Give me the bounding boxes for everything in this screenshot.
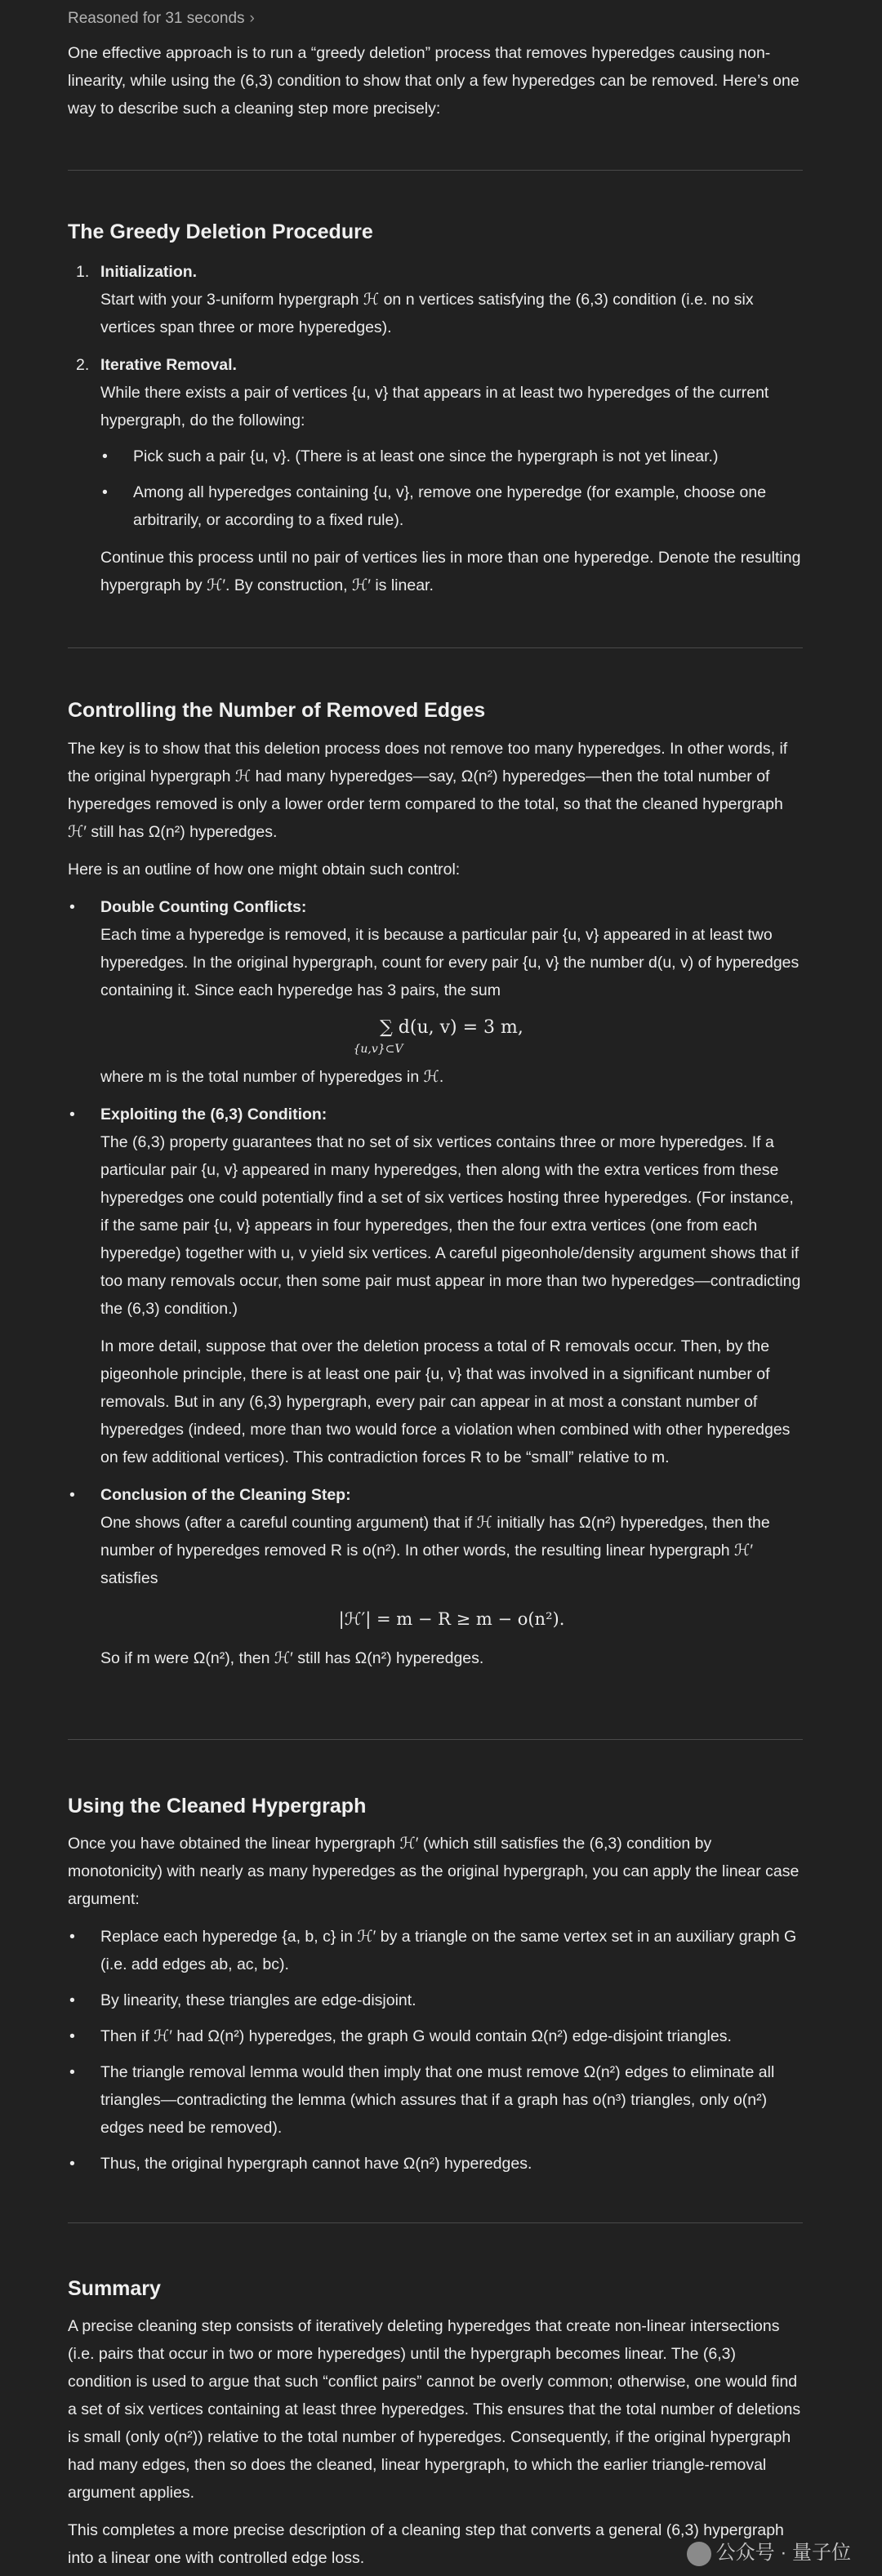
list-item: [68, 2150, 803, 2178]
using-bullet: Thus, the original hypergraph cannot have Ω(n²) hyperedges.: [100, 2155, 532, 2173]
step1-text: Start with your 3-uniform hypergraph ℋ on n vertices satisfying the (6,3) condition (i.e. no six vertices span three or more hyperedges).: [100, 291, 754, 336]
exploiting-text: The (6,3) property guarantees that no set of six vertices contains three or more hyperedges. If a particular pair {u, v} appeared in many hyperedges, then along with the extra vertices from these hyperedges one could potentially find a set of six vertices hosting three hyperedges. (For instance, if the same pair {u, v} appears in four hyperedges, then the four extra vertices (one from each hyperedge) together with u, v yield six vertices. A careful pigeonhole/density argument shows that if too many removals occur, then some pair must appear in more than two hyperedges—contradicting the (6,3) condition.): [100, 1133, 801, 1318]
controlling-p2: Here is an outline of how one might obtain such control:: [68, 861, 461, 879]
bullet: [69, 2150, 75, 2178]
summary-p2: This completes a more precise description of a cleaning step that converts a general (6,3) hypergraph into a linear one with controlled edge loss.: [68, 2521, 784, 2567]
using-section: [68, 1830, 803, 2186]
bullet: [102, 443, 108, 470]
divider: [68, 1739, 803, 1740]
list-item: [68, 1923, 803, 1978]
using-bullet: Then if ℋ′ had Ω(n²) hyperedges, the graph G would contain Ω(n²) edge-disjoint triangles.: [100, 2027, 732, 2045]
step-number: 2.: [76, 356, 90, 374]
watermark-text: 公众号 · 量子位: [715, 2542, 851, 2564]
summary-section: [68, 2312, 803, 2572]
watermark: [687, 2539, 851, 2567]
step2-bullet-2: Among all hyperedges containing {u, v}, remove one hyperedge (for example, choose one arbitrarily, or according to a fixed rule).: [133, 483, 767, 529]
divider: [68, 2222, 803, 2223]
bullet: [69, 2058, 75, 2086]
greedy-steps: [68, 258, 803, 599]
divider: [68, 647, 803, 648]
size-equation: |ℋ′| = m − R ≥ m − o(n²).: [338, 1609, 565, 1629]
step2-text: While there exists a pair of vertices {u, v} that appears in at least two hyperedges of the current hypergraph, do the following:: [100, 384, 769, 429]
summary-p1: A precise cleaning step consists of iteratively deleting hyperedges that create non-linear intersections (i.e. pairs that occur in two or more hyperedges) until the hypergraph becomes linear. The (6,3) condition is used to argue that such “conflict pairs” cannot be overly common; otherwise, one would find a set of six vertices containing at least three hyperedges. This ensures that the total number of deletions is small (only o(n²)) relative to the total number of hyperedges. Consequently, if the original hypergraph had many edges, then so does the cleaned, linear hypergraph, to which the earlier triangle-removal argument applies.: [68, 2317, 801, 2502]
step2-title: Iterative Removal.: [100, 356, 237, 374]
exploiting-title: Exploiting the (6,3) Condition:: [100, 1106, 327, 1123]
step1-title: Initialization.: [100, 263, 198, 281]
reasoning-toggle[interactable]: [68, 5, 255, 33]
using-p1: Once you have obtained the linear hypergraph ℋ′ (which still satisfies the (6,3) condition by monotonicity) with nearly as many hyperedges as the original hypergraph, you can apply the linear case argument:: [68, 1835, 800, 1908]
intro-paragraph: One effective approach is to run a “greedy deletion” process that removes hyperedges causing non-linearity, while using the (6,3) condition to show that only a few hyperedges can be removed. Here’s one way to describe such a cleaning step more precisely:: [68, 44, 800, 118]
using-bullet: The triangle removal lemma would then imply that one must remove Ω(n²) edges to eliminate all triangles—contradicting the lemma (which assures that if a graph has o(n³) triangles, only o(n²) edges need be removed).: [100, 2063, 775, 2137]
section-title-greedy: The Greedy Deletion Procedure: [68, 220, 373, 243]
bullet: [69, 1987, 75, 2014]
sum-equation-main: ∑ d(u, v) = 3 m,: [380, 1017, 523, 1038]
reasoning-label: Reasoned for 31 seconds: [68, 10, 245, 27]
bullet: [69, 1101, 75, 1128]
bullet: [102, 478, 108, 506]
exploiting-more: In more detail, suppose that over the deletion process a total of R removals occur. Then, by the pigeonhole principle, there is at least one pair {u, v} that was involved in a significant number of removals. But in any (6,3) hypergraph, every pair can appear in at most a constant number of hyperedges (indeed, more than two would force a violation when combined with other hyperedges on few additional vertices). This contradiction forces R to be “small” relative to m.: [100, 1337, 791, 1466]
conclusion-text: One shows (after a careful counting argument) that if ℋ initially has Ω(n²) hyperedges, then the number of hyperedges removed R is o(n²). In other words, the resulting linear hypergraph ℋ′ satisfies: [100, 1514, 770, 1587]
sum-equation-subscript: {u,v}⊂V: [353, 1043, 403, 1056]
controlling-p1: The key is to show that this deletion process does not remove too many hyperedges. In other words, if the original hypergraph ℋ had many hyperedges—say, Ω(n²) hyperedges—then the total number of hyperedges removed is only a lower order term compared to the total, so that the cleaned hypergraph ℋ′ still has Ω(n²) hyperedges.: [68, 740, 788, 841]
divider: [68, 170, 803, 171]
list-item: [68, 2022, 803, 2050]
list-item: [68, 1987, 803, 2014]
double-counting-text: Each time a hyperedge is removed, it is because a particular pair {u, v} appeared in at least two hyperedges. In the original hypergraph, count for every pair {u, v} the number d(u, v) of hyperedges containing it. Since each hyperedge has 3 pairs, the sum: [100, 926, 800, 999]
chevron-right-icon: ›: [249, 10, 255, 27]
using-bullet: Replace each hyperedge {a, b, c} in ℋ′ by a triangle on the same vertex set in an auxiliary graph G (i.e. add edges ab, ac, bc).: [100, 1928, 797, 1973]
list-item: [68, 2058, 803, 2142]
using-bullet: By linearity, these triangles are edge-disjoint.: [100, 1991, 416, 2009]
bullet: [69, 1923, 75, 1951]
sum-equation: [100, 1014, 803, 1057]
bullet: [69, 2022, 75, 2050]
conclusion-title: Conclusion of the Cleaning Step:: [100, 1486, 351, 1504]
double-counting-title: Double Counting Conflicts:: [100, 898, 307, 916]
bullet: [69, 893, 75, 921]
section-title-summary: Summary: [68, 2277, 161, 2300]
step2-bullet-1: Pick such a pair {u, v}. (There is at least one since the hypergraph is not yet linear.): [133, 447, 719, 465]
section-title-controlling: Controlling the Number of Removed Edges: [68, 699, 486, 722]
wechat-icon: [687, 2542, 711, 2566]
bullet: [69, 1481, 75, 1509]
controlling-section: [68, 735, 803, 1672]
continue-paragraph: Continue this process until no pair of vertices lies in more than one hyperedge. Denote the resulting hypergraph by ℋ′. By construction, ℋ′ is linear.: [100, 549, 801, 594]
double-counting-after: where m is the total number of hyperedges in ℋ.: [100, 1068, 444, 1086]
step-number: 1.: [76, 263, 90, 281]
conclusion-after: So if m were Ω(n²), then ℋ′ still has Ω(n²) hyperedges.: [100, 1649, 484, 1667]
section-title-using: Using the Cleaned Hypergraph: [68, 1795, 367, 1817]
